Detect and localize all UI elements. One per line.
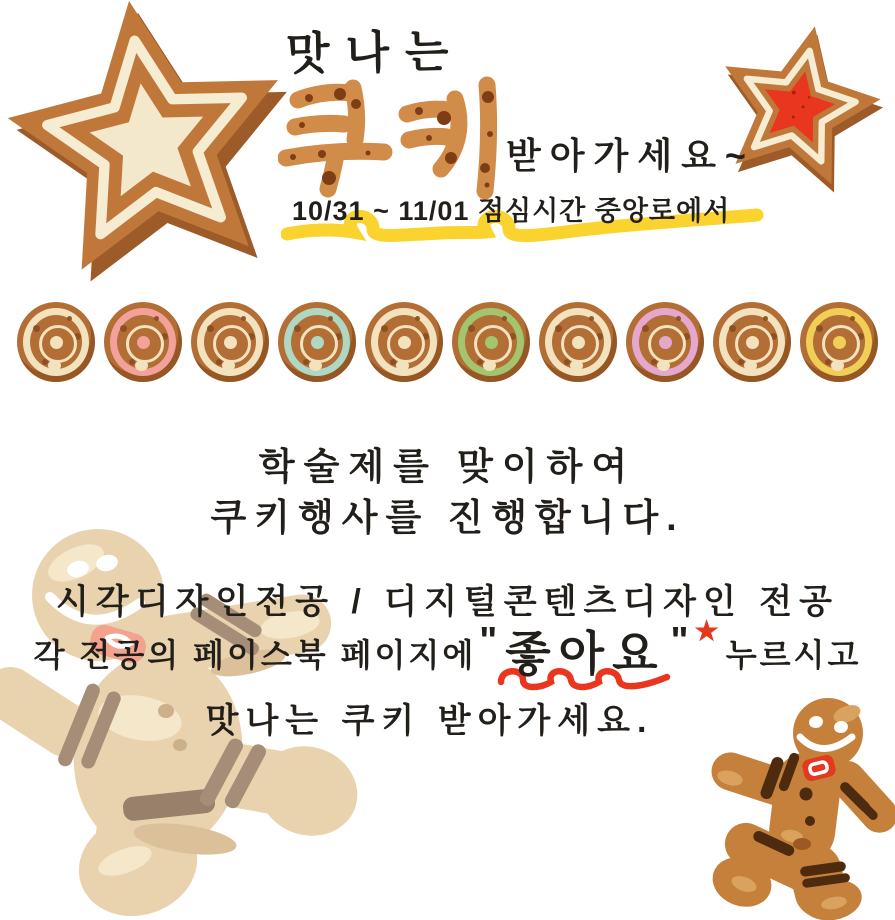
- cookie-letters-icon: [278, 74, 510, 200]
- round-cookie: [278, 302, 356, 382]
- quote-open: ": [479, 620, 501, 662]
- round-cookie: [17, 302, 95, 382]
- round-cookie: [713, 302, 791, 382]
- round-cookie: [452, 302, 530, 382]
- cta-line: [0, 616, 895, 680]
- round-cookie: [104, 302, 182, 382]
- cta-suffix: 누르시고: [725, 637, 862, 673]
- majors-line: 시각디자인전공 / 디지털콘텐츠디자인 전공: [56, 583, 839, 621]
- like-word: 좋아요: [505, 627, 666, 680]
- quote-close: ": [670, 620, 692, 662]
- round-cookie: [191, 302, 269, 382]
- round-cookie: [626, 302, 704, 382]
- cta-prefix: 각 전공의 페이스북 페이지에: [33, 637, 477, 673]
- intro-line1: 학술제를 맞이하여: [258, 446, 637, 487]
- round-cookie: [539, 302, 617, 382]
- like-word-wrap: [505, 627, 666, 680]
- title-cookie-word: [278, 74, 510, 205]
- round-cookie: [365, 302, 443, 382]
- cta-line2: 맛나는 쿠키 받아가세요.: [205, 702, 654, 740]
- title-take: 받아가세요~: [506, 135, 755, 176]
- title-schedule: 10/31 ~ 11/01 점심시간 중앙로에서: [292, 196, 731, 226]
- red-star-icon: ★: [694, 616, 722, 646]
- title-tasty: 맛나는: [285, 25, 465, 80]
- round-cookie: [800, 302, 878, 382]
- intro-line2: 쿠키행사를 진행합니다.: [210, 497, 685, 538]
- cookie-row: [0, 302, 895, 382]
- star-cookie-large-icon: [0, 0, 314, 308]
